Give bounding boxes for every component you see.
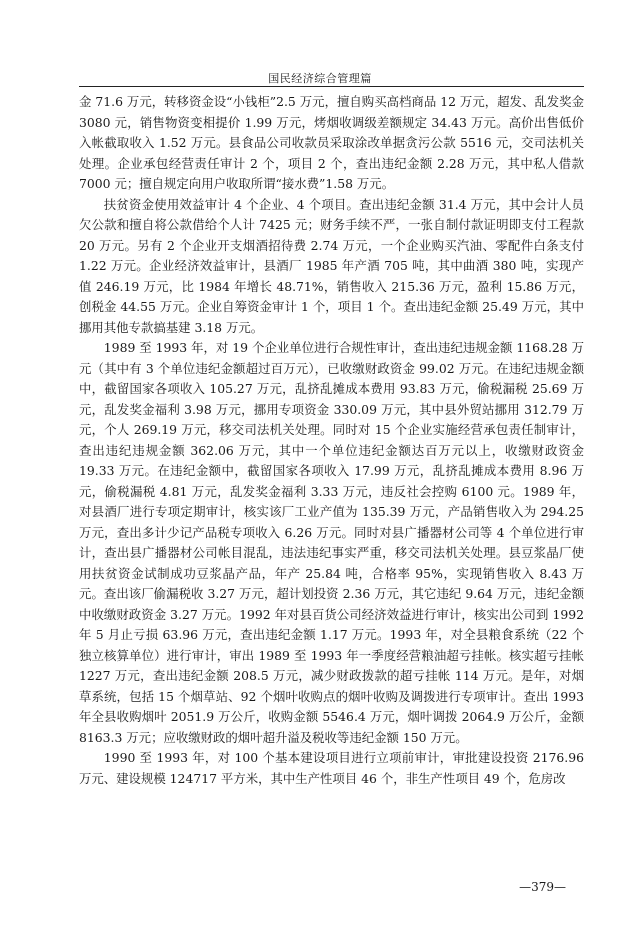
page-number: —379—	[519, 880, 566, 894]
paragraph-enterprise-audit-1989-1993: 1989 至 1993 年，对 19 个企业单位进行合规性审计，查出违纪违规金额 1168.28 万元（其中有 3 个单位违纪金额超过百万元），已收缴财政资金 99.02 万元。在违纪违规金额中，截留国家各项收入 105.27 万元，乱挤乱摊成本费用 93.83 万元，偷税漏税 25.69 万元，乱发奖金福利 3.98 万元，挪用专项资金 330.09 万元，其中县外贸站挪用 312.79 万元，个人 269.19 万元，移交司法机关处理。同时对 15 个企业实施经营承包责任制审计，查出违纪违规金额 362.06 万元，其中一个单位违纪金额达百万元以上，收缴财政资金 19.33 万元。在违纪金额中，截留国家各项收入 17.99 万元，乱挤乱摊成本费用 8.96 万元，偷税漏税 4.81 万元，乱发奖金福利 3.33 万元，违反社会控购 6100 元。1989 年，对县酒厂进行专项定期审计，核实该厂工业产值为 135.39 万元，产品销售收入为 294.25 万元，查出多计少记产品税专项收入 6.26 万元。同时对县广播器材公司等 4 个单位进行审计，查出县广播器材公司帐目混乱，违法违纪事实严重，移交司法机关处理。县豆浆晶厂使用扶贫资金试制成功豆浆晶产品，年产 25.84 吨，合格率 95%，实现销售收入 8.43 万元。查出该厂偷漏税收 3.27 万元，超计划投资 2.36 万元，其它违纪 9.64 万元，违纪金额中收缴财政资金 3.27 万元。1992 年对县百货公司经济效益进行审计，核实出公司到 1992 年 5 月止亏损 63.96 万元，查出违纪金额 1.17 万元。1993 年，对全县粮食系统（22 个独立核算单位）进行审计，审出 1989 至 1993 年一季度经营粮油超亏挂帐。核实超亏挂帐 1227 万元，查出违纪金额 208.5 万元，减少财政拨款的超亏挂帐 114 万元。是年，对烟草系统，包括 15 个烟草站、92 个烟叶收购点的烟叶收购及调拨进行专项审计。查出 1993 年全县收购烟叶 2051.9 万公斤，收购金额 5546.4 万元，烟叶调拨 2064.9 万公斤，金额 8163.3 万元；应收缴财政的烟叶超升溢及税收等违纪金额 150 万元。	[79, 340, 584, 745]
page-header-title: 国民经济综合管理篇	[268, 72, 372, 85]
body-text	[79, 92, 584, 789]
paragraph-continuation: 金 71.6 万元，转移资金设“小钱柜”2.5 万元，擅自购买高档商品 12 万元，超发、乱发奖金 3080 元，销售物资变相提价 1.99 万元，烤烟收调级差额规定 34.43 万元。高价出售低价入帐截取收入 1.52 万元。县食品公司收款员采取涂改单据贪污公款 5516 元，交司法机关处理。企业承包经营责任审计 2 个，项目 2 个，查出违纪金额 2.28 万元，其中私人借款 7000 元；擅自规定向用户收取所谓“接水费”1.58 万元。	[79, 94, 584, 191]
paragraph-poverty-fund-audit: 扶贫资金使用效益审计 4 个企业、4 个项目。查出违纪金额 31.4 万元，其中会计人员欠公款和擅自将公款借给个人计 7425 元；财务手续不严，一张自制付款证明即支付工程款 20 万元。另有 2 个企业开支烟酒招待费 2.74 万元，一个企业购买汽油、零配件白条支付 1.22 万元。企业经济效益审计，县酒厂 1985 年产酒 705 吨，其中曲酒 380 吨，实现产值 246.19 万元，比 1984 年增长 48.71%，销售收入 215.36 万元，盈利 15.86 万元，创税金 44.55 万元。企业自筹资金审计 1 个，项目 1 个。查出违纪金额 25.49 万元，其中挪用其他专款搞基建 3.18 万元。	[79, 196, 584, 335]
paragraph-construction-audit: 1990 至 1993 年，对 100 个基本建设项目进行立项前审计，审批建设投资 2176.96 万元、建设规模 124717 平方米，其中生产性项目 46 个，非生产性项目 49 个，危房改	[79, 750, 584, 786]
header-rule	[79, 86, 584, 87]
